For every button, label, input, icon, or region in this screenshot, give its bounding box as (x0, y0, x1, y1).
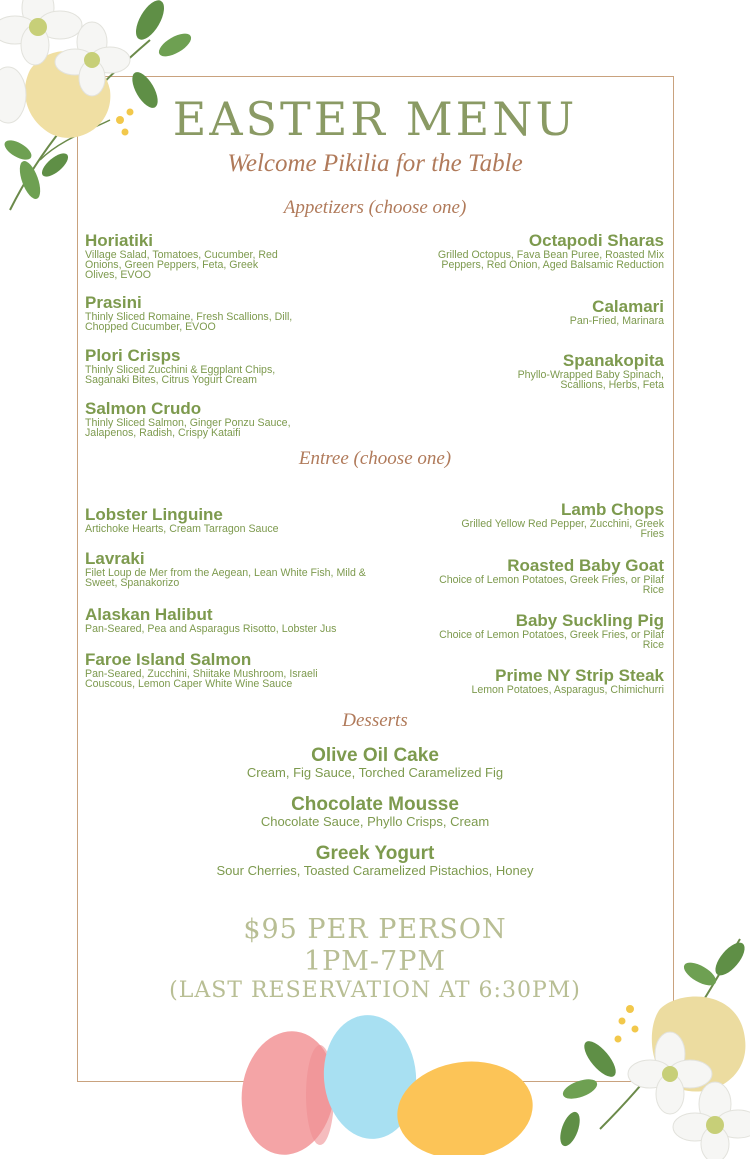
item-description: Lemon Potatoes, Asparagus, Chimichurri (471, 684, 664, 696)
item-name: Greek Yogurt (315, 843, 435, 864)
menu-item (364, 501, 664, 539)
menu-item (364, 557, 664, 595)
item-name: Faroe Island Salmon (85, 650, 252, 669)
dessert-item (0, 795, 750, 829)
item-name: Prasini (85, 293, 142, 312)
item-name: Olive Oil Cake (311, 745, 439, 766)
item-description: Grilled Yellow Red Pepper, Zucchini, Greek Fries (461, 518, 664, 540)
item-name: Roasted Baby Goat (507, 556, 664, 575)
item-name: Chocolate Mousse (291, 794, 459, 815)
item-description: Sour Cherries, Toasted Caramelized Pistachios, Honey (216, 863, 534, 878)
item-name: Alaskan Halibut (85, 605, 213, 624)
item-description: Grilled Octopus, Fava Bean Puree, Roasted Mix Peppers, Red Onion, Aged Balsamic Reduction (437, 249, 664, 271)
menu-item (85, 347, 385, 385)
menu-item (85, 232, 385, 280)
item-description: Choice of Lemon Potatoes, Greek Fries, or Pilaf Rice (439, 629, 664, 651)
item-description: Chocolate Sauce, Phyllo Crisps, Cream (260, 814, 490, 829)
menu-item (344, 667, 664, 695)
item-name: Prime NY Strip Steak (495, 666, 664, 685)
menu-item (85, 400, 385, 438)
menu-item (85, 606, 385, 634)
item-description: Choice of Lemon Potatoes, Greek Fries, or Pilaf Rice (439, 574, 664, 596)
item-description: Thinly Sliced Salmon, Ginger Ponzu Sauce, Jalapenos, Radish, Crispy Kataifi (85, 417, 291, 439)
price-text: $95 PER PERSON (243, 914, 507, 945)
easter-eggs-illustration (240, 1015, 540, 1155)
hours-text: 1PM-7PM (303, 946, 447, 977)
menu-item (364, 298, 664, 326)
menu-item (85, 506, 385, 534)
menu-item (85, 550, 385, 588)
desserts-heading: Desserts (342, 710, 408, 731)
item-description: Thinly Sliced Romaine, Fresh Scallions, Dill, Chopped Cucumber, EVOO (85, 311, 293, 333)
item-name: Lobster Linguine (85, 505, 223, 524)
item-name: Baby Suckling Pig (515, 611, 664, 630)
item-description: Thinly Sliced Zucchini & Eggplant Chips, Saganaki Bites, Citrus Yogurt Cream (85, 364, 276, 386)
item-description: Village Salad, Tomatoes, Cucumber, Red Onions, Green Peppers, Feta, Greek Olives, EVOO (85, 249, 278, 281)
item-name: Spanakopita (562, 351, 664, 370)
item-description: Artichoke Hearts, Cream Tarragon Sauce (85, 523, 279, 535)
dessert-item (0, 746, 750, 780)
item-description: Phyllo-Wrapped Baby Spinach, Scallions, Herbs, Feta (517, 369, 664, 391)
item-name: Horiatiki (85, 231, 154, 250)
item-description: Pan-Seared, Pea and Asparagus Risotto, Lobster Jus (85, 623, 337, 635)
item-description: Filet Loup de Mer from the Aegean, Lean White Fish, Mild & Sweet, Spanakorizo (85, 567, 366, 589)
page-title: EASTER MENU (172, 92, 578, 146)
item-description: Pan-Fried, Marinara (569, 315, 664, 327)
item-name: Salmon Crudo (85, 399, 202, 418)
menu-item (364, 612, 664, 650)
page-subtitle: Welcome Pikilia for the Table (227, 150, 523, 177)
item-name: Lavraki (85, 549, 145, 568)
item-name: Plori Crisps (85, 346, 181, 365)
item-description: Cream, Fig Sauce, Torched Caramelized Fig (246, 765, 504, 780)
entree-heading: Entree (choose one) (298, 448, 452, 469)
item-name: Calamari (592, 297, 664, 316)
dessert-item (0, 844, 750, 878)
menu-item (364, 352, 664, 390)
menu-item (364, 232, 664, 270)
item-name: Lamb Chops (561, 500, 664, 519)
menu-item (85, 294, 385, 332)
item-description: Pan-Seared, Zucchini, Shiitake Mushroom, Israeli Couscous, Lemon Caper White Wine Sauce (85, 668, 318, 690)
menu-item (85, 651, 385, 689)
reservation-note: (LAST RESERVATION AT 6:30PM) (169, 978, 581, 1003)
item-name: Octapodi Sharas (528, 231, 664, 250)
appetizers-heading: Appetizers (choose one) (283, 197, 467, 218)
